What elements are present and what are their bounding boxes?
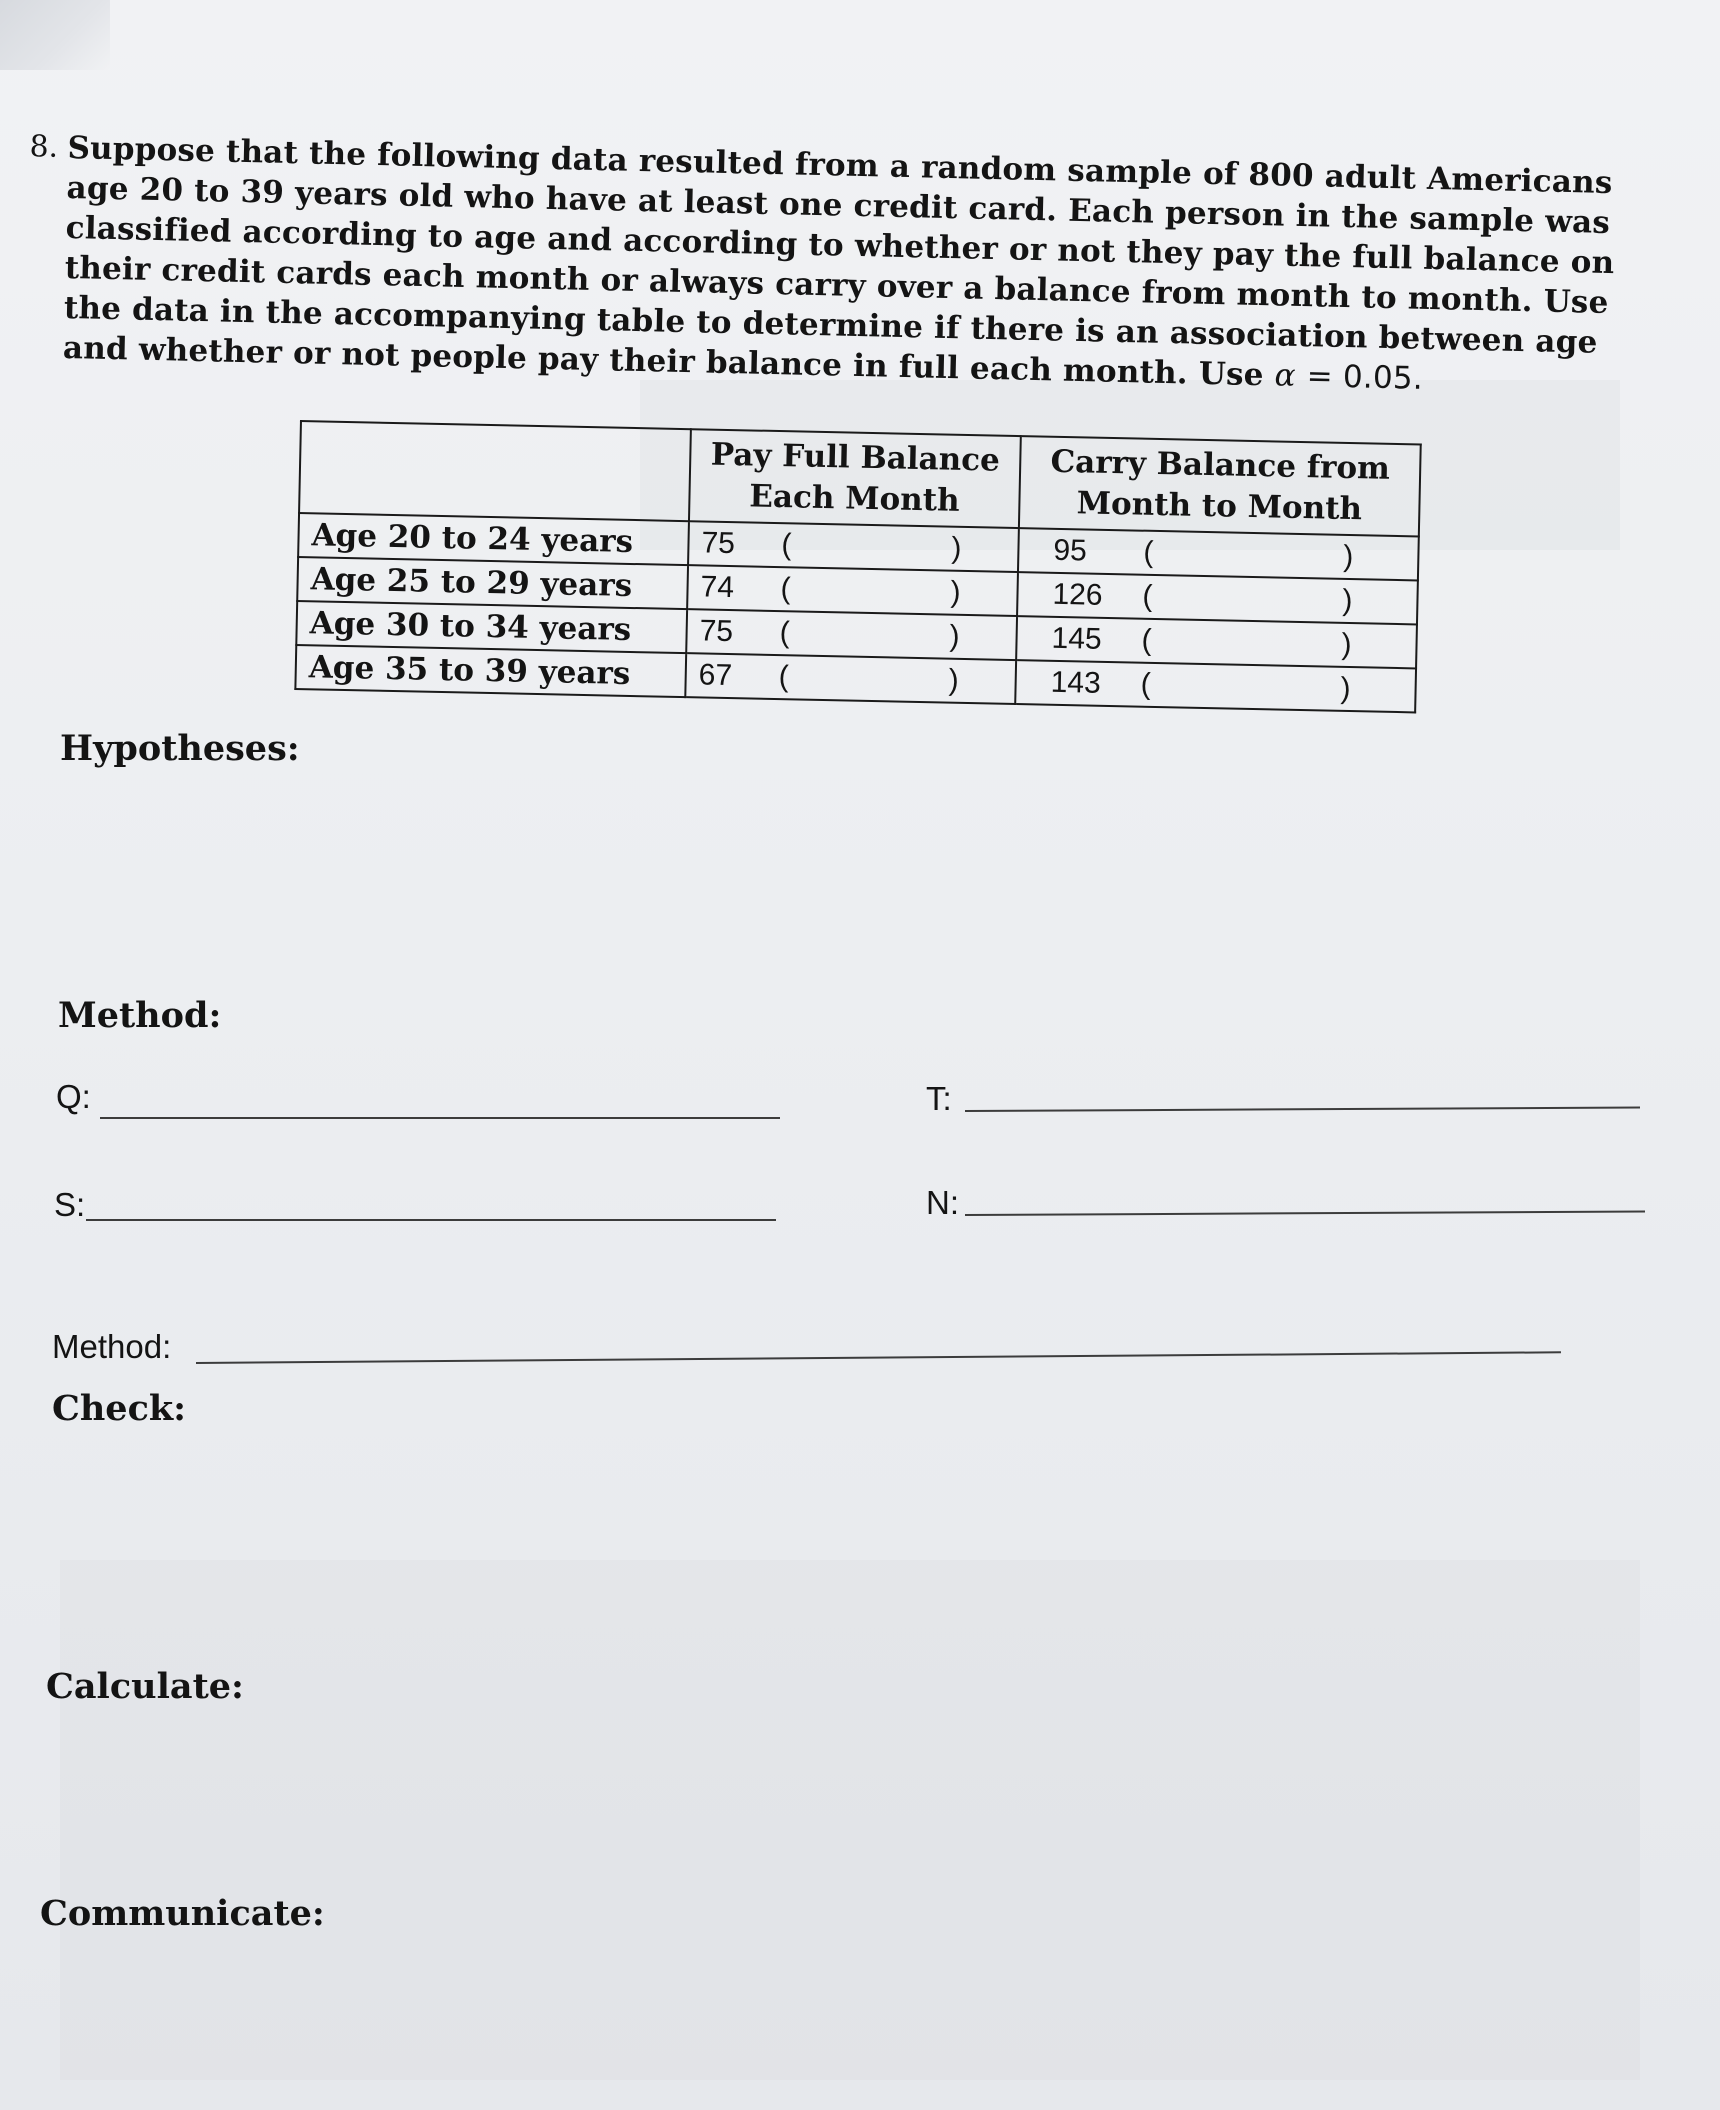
column-header-carry: Carry Balance from Month to Month xyxy=(1019,436,1421,536)
carry-value: 145 xyxy=(1051,621,1102,656)
pay-full-value: 74 xyxy=(700,570,735,605)
method-heading: Method: xyxy=(58,995,222,1036)
pay-full-value: 75 xyxy=(699,614,734,649)
alpha-symbol: α xyxy=(1274,357,1297,394)
open-paren: ( xyxy=(1142,579,1153,613)
alpha-value: = 0.05. xyxy=(1306,358,1424,397)
method-line-label: Method: xyxy=(52,1328,172,1365)
row-label: Age 20 to 24 years xyxy=(298,513,689,565)
close-paren: ) xyxy=(1341,627,1352,662)
open-paren: ( xyxy=(1140,667,1151,701)
table-corner-cell xyxy=(299,421,691,521)
carry-cell xyxy=(1015,660,1416,712)
pay-full-cell xyxy=(688,521,1019,572)
open-paren: ( xyxy=(781,528,792,562)
open-paren: ( xyxy=(780,572,791,606)
check-heading: Check: xyxy=(52,1388,187,1429)
carry-value: 95 xyxy=(1053,533,1088,568)
problem-number: 8. xyxy=(29,129,59,165)
carry-value: 143 xyxy=(1050,665,1102,700)
column-header-pay-full: Pay Full Balance Each Month xyxy=(689,429,1021,528)
close-paren: ) xyxy=(950,575,961,609)
problem-body: Suppose that the following data resulted from a random sample of 800 adult Americans age 20 to 39 years old who have at least one credit card. Each person in the sample was classified according to age and according to whether or not they pay the full balance on their credit cards each month or always carry over a balance from month to month. Use the data in the accompanying table to determine if there is an association between age and whether or not people pay their balance in full each month. Use xyxy=(62,129,1615,394)
page-fold-corner xyxy=(0,0,110,70)
open-paren: ( xyxy=(779,616,790,650)
pay-full-value: 75 xyxy=(701,526,736,561)
t-answer-line[interactable] xyxy=(965,1106,1640,1112)
s-label: S: xyxy=(54,1186,86,1223)
s-answer-line[interactable] xyxy=(86,1219,776,1221)
open-paren: ( xyxy=(1143,535,1154,569)
row-label: Age 25 to 29 years xyxy=(297,557,688,609)
close-paren: ) xyxy=(1342,583,1353,618)
close-paren: ) xyxy=(1343,539,1354,574)
close-paren: ) xyxy=(949,619,960,653)
pay-full-cell xyxy=(685,653,1016,704)
n-answer-line[interactable] xyxy=(965,1210,1645,1216)
pay-full-cell xyxy=(686,609,1017,660)
calculate-heading: Calculate: xyxy=(46,1666,244,1707)
row-label: Age 30 to 34 years xyxy=(296,601,687,653)
open-paren: ( xyxy=(778,660,790,694)
row-label: Age 35 to 39 years xyxy=(295,645,686,697)
problem-statement xyxy=(29,128,1628,403)
close-paren: ) xyxy=(948,663,960,697)
hypotheses-heading: Hypotheses: xyxy=(60,728,300,769)
carry-value: 126 xyxy=(1052,577,1103,612)
close-paren: ) xyxy=(1340,671,1351,706)
t-label: T: xyxy=(926,1080,952,1117)
pay-full-value: 67 xyxy=(698,658,733,693)
problem-text xyxy=(63,128,1628,403)
method-answer-line[interactable] xyxy=(196,1351,1561,1364)
n-label: N: xyxy=(926,1184,959,1221)
open-paren: ( xyxy=(1141,623,1152,657)
q-answer-line[interactable] xyxy=(100,1117,780,1119)
bleed-through-shadow xyxy=(60,1560,1640,2080)
contingency-table xyxy=(294,420,1421,713)
communicate-heading: Communicate: xyxy=(40,1893,325,1934)
q-label: Q: xyxy=(56,1078,91,1115)
pay-full-cell xyxy=(687,565,1018,616)
close-paren: ) xyxy=(951,531,962,565)
